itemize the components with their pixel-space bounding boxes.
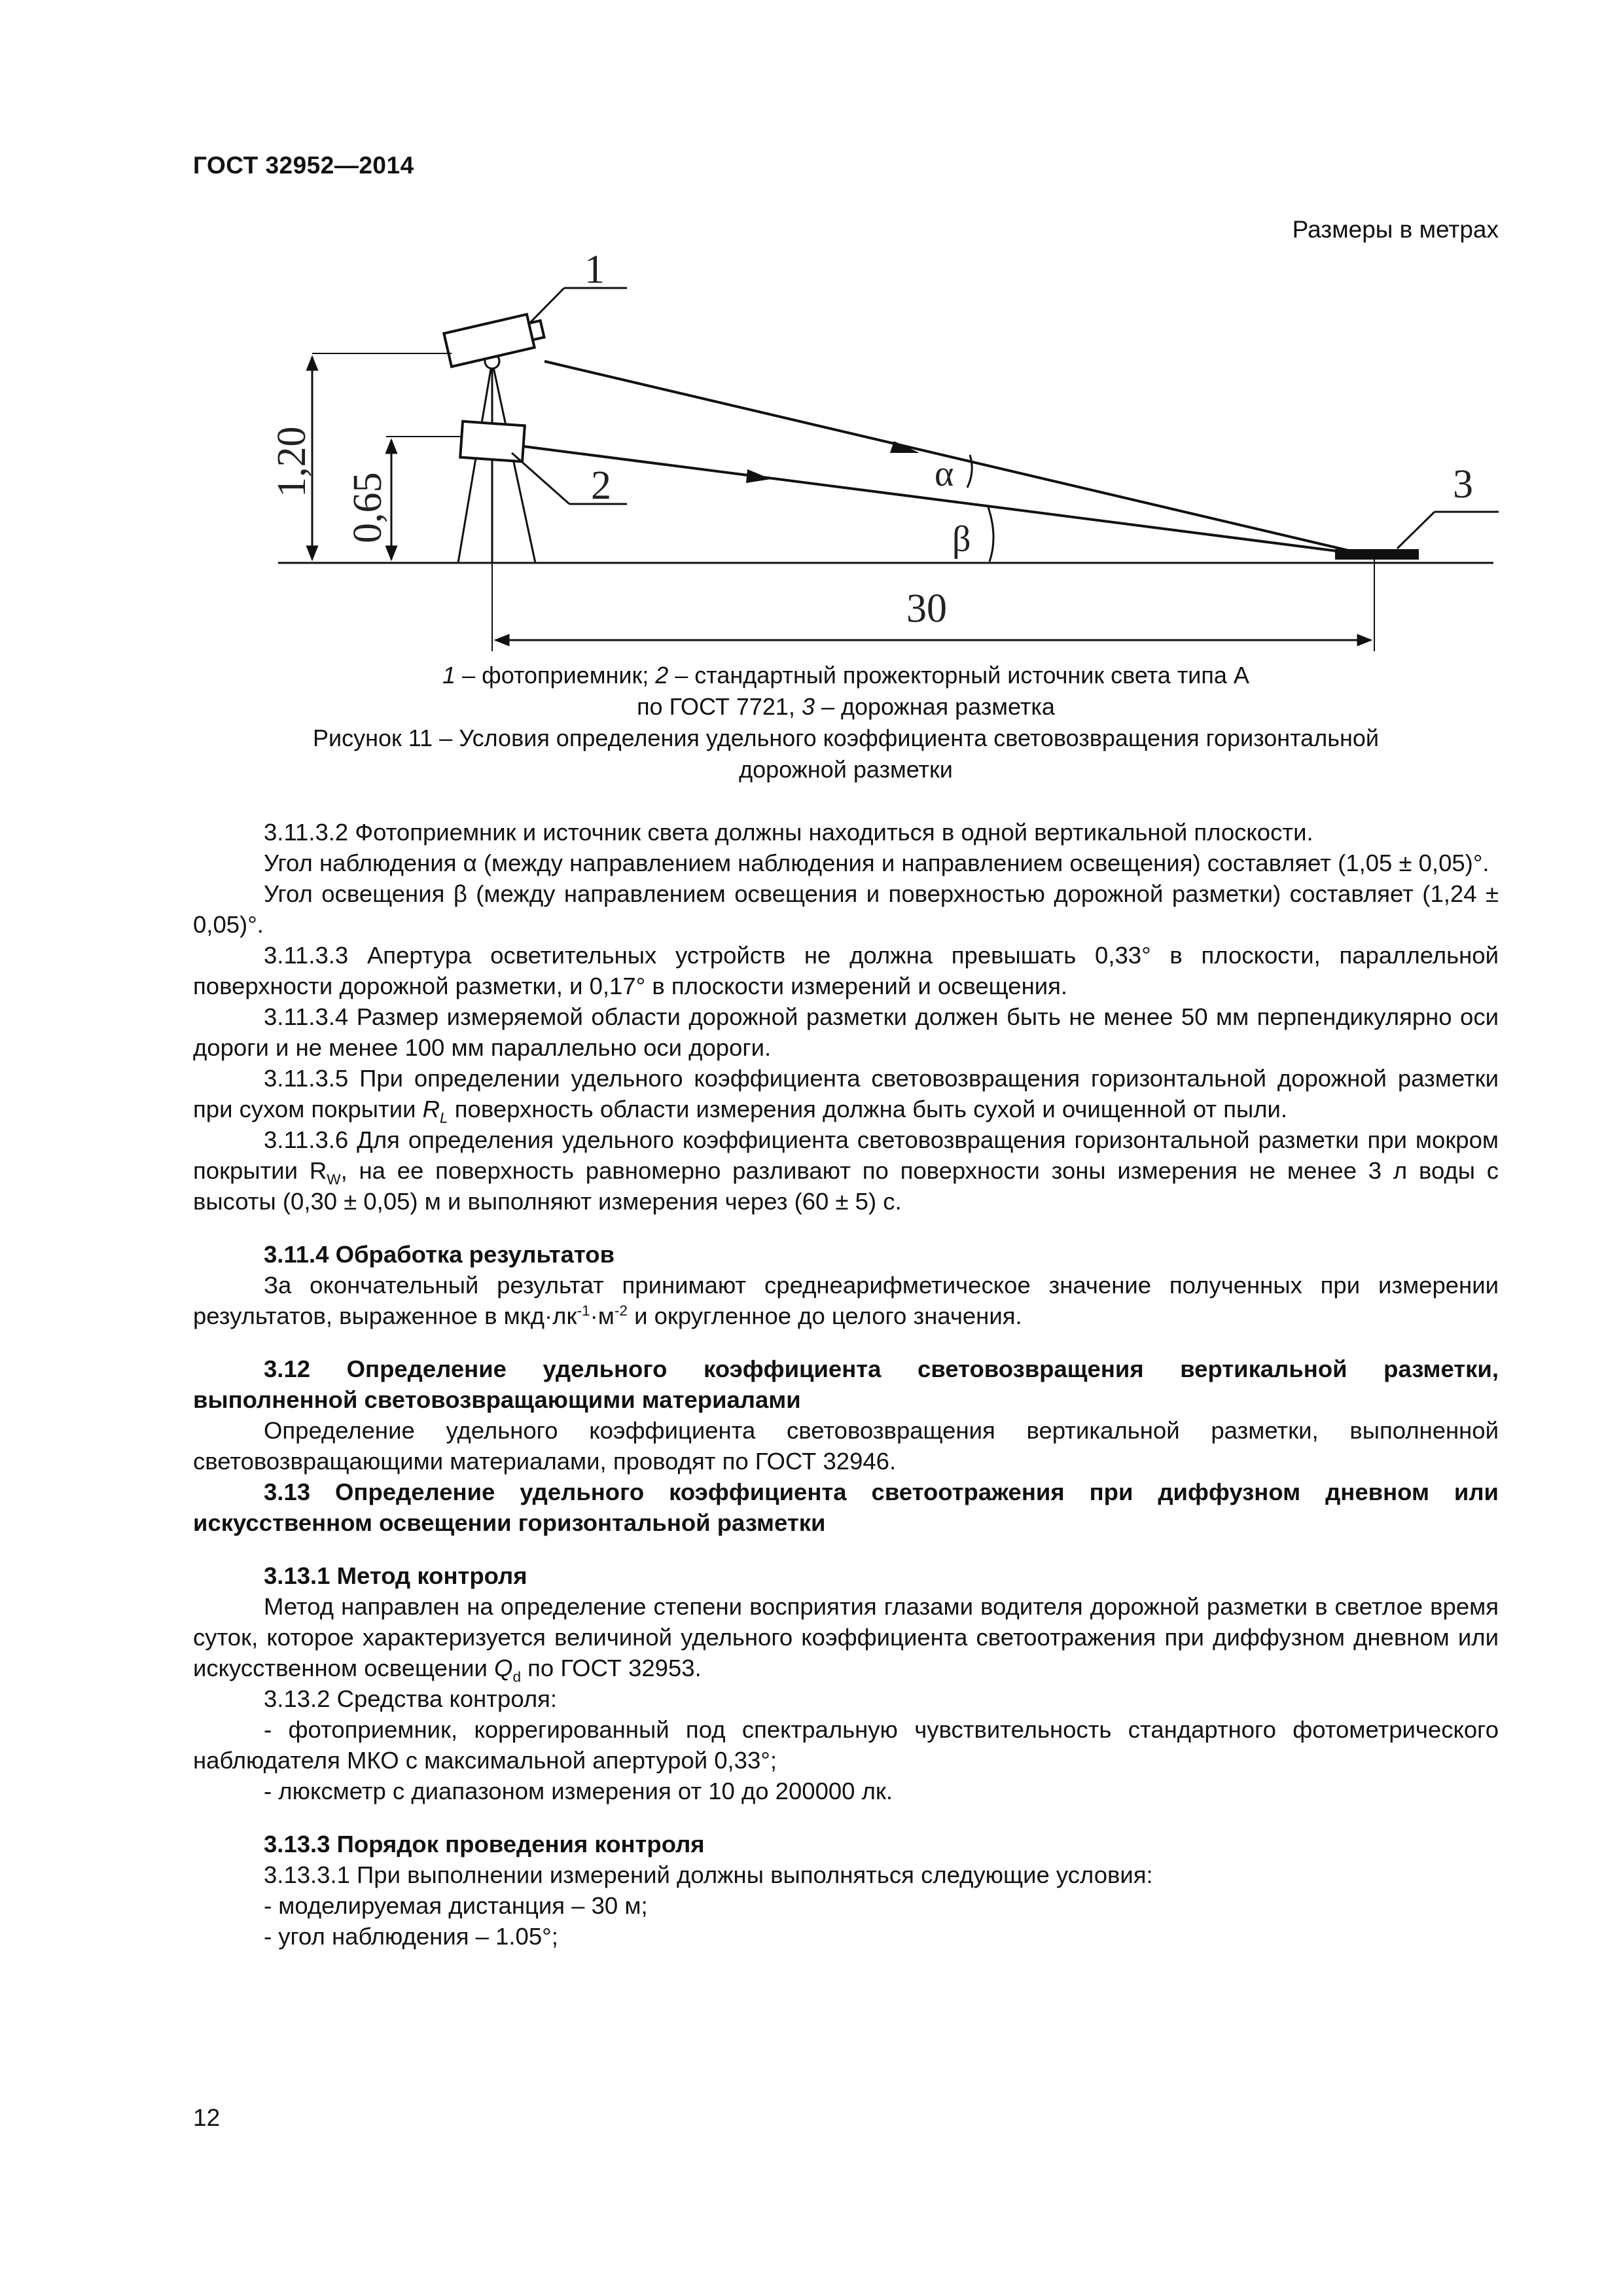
tripod-leg	[458, 361, 492, 563]
para-3-11-3-3: 3.11.3.3 Апертура осветительных устройств не должна превышать 0,33° в плоскости, параллельной поверхности дорожной разметки, и 0,17° в плоскости измерений и освещения.	[193, 942, 1499, 999]
label-2: 2	[591, 463, 611, 508]
para-observation-angle: Угол наблюдения α (между направлением наблюдения и направлением освещения) составляет (1,05 ± 0,05)°.	[264, 850, 1489, 876]
label-height-1-20: 1,20	[270, 426, 314, 497]
label-3: 3	[1453, 462, 1473, 507]
heading-3-12-line-2: выполненной световозвращающими материалами	[193, 1386, 801, 1413]
road-marking	[1335, 549, 1419, 560]
heading-3-11-4: 3.11.4 Обработка результатов	[264, 1241, 615, 1268]
observation-arrow	[890, 441, 919, 453]
para-3-11-3-5: 3.11.3.5 При определении удельного коэффициента световозвращения горизонтальной дорожной разметки при сухом покрытии $R_L$ поверхность области измерения должна быть сухой и очищенной от пыли.	[193, 1065, 1499, 1126]
page-number: 12	[193, 2104, 221, 2131]
doc-header: ГОСТ 32952—2014	[193, 152, 414, 179]
list-item-luxmeter: - люксметр с диапазоном измерения от 10 до 200000 лк.	[264, 1778, 893, 1804]
list-item-photoreceiver: - фотоприемник, коррегированный под спектральную чувствительность стандартного фотометрического наблюдателя МКО с максимальной апертурой 0,33°;	[193, 1716, 1499, 1774]
para-3-11-3-6: 3.11.3.6 Для определения удельного коэффициента световозвращения горизонтальной разметки при мокром покрытии $R_W$, на ее поверхность равномерно разливают по поверхности зоны измерения не менее 3 л воды с высоты (0,30 ± 0,05) м и выполняют измерения через (60 ± 5) с.	[193, 1126, 1499, 1215]
figure-caption	[193, 660, 1499, 785]
illumination-arrow	[746, 469, 771, 483]
para-illumination-angle: Угол освещения β (между направлением освещения и поверхностью дорожной разметки) составляет (1,24 ± 0,05)°.	[193, 880, 1499, 938]
caption-legend-line-1: 1 – фотоприемник; 2 – стандартный прожекторный источник света типа А	[442, 662, 1249, 689]
heading-3-13: 3.13 Определение удельного коэффициента светоотражения при диффузном дневном или искусственном освещении горизонтальной разметки	[193, 1479, 1499, 1536]
label-height-0-65: 0,65	[346, 472, 390, 543]
list-item-distance: - моделируемая дистанция – 30 м;	[264, 1892, 648, 1919]
para-3-11-3-4: 3.11.3.4 Размер измеряемой области дорожной разметки должен быть не менее 50 мм перпендикулярно оси дороги и не менее 100 мм параллельно оси дороги.	[193, 1003, 1499, 1061]
beta-arc	[988, 507, 993, 562]
caption-title-line-1: Рисунок 11 – Условия определения удельного коэффициента световозвращения горизонтальной	[313, 725, 1379, 751]
label-alpha: α	[935, 454, 954, 494]
caption-legend-line-2: по ГОСТ 7721, 3 – дорожная разметка	[637, 693, 1055, 720]
heading-3-12-line-1: 3.12 Определение удельного коэффициента световозвращения вертикальной разметки,	[264, 1355, 1499, 1382]
heading-3-13-2: 3.13.2 Средства контроля:	[264, 1685, 558, 1712]
figure-11-diagram	[0, 249, 1623, 668]
para-3-13-1: Метод направлен на определение степени восприятия глазами водителя дорожной разметки в светлое время суток, которое характеризуется величиной удельного коэффициента светоотражения при диффузном дневном или искусственном освещении $Q_d$ по ГОСТ 32953.	[193, 1593, 1499, 1685]
list-item-observation-angle: - угол наблюдения – 1.05°;	[264, 1923, 558, 1950]
para-3-11-3-2: 3.11.3.2 Фотоприемник и источник света должны находиться в одной вертикальной плоскости.	[264, 819, 1313, 846]
heading-3-13-1: 3.13.1 Метод контроля	[264, 1562, 527, 1589]
label-beta: β	[952, 519, 971, 560]
para-3-11-4: За окончательный результат принимают среднеарифметическое значение полученных при измерении результатов, выраженное в $мкд\cdot лк^{-1}\cdot м^{-2}$ и округленное до целого значения.	[193, 1272, 1499, 1329]
label-1: 1	[584, 249, 605, 292]
caption-title-line-2: дорожной разметки	[739, 756, 953, 783]
para-3-12: Определение удельного коэффициента световозвращения вертикальной разметки, выполненной световозвращающими материалами, проводят по ГОСТ 32946.	[193, 1417, 1499, 1475]
label-distance-30: 30	[906, 586, 947, 631]
dimensions-note: Размеры в метрах	[1292, 216, 1499, 243]
heading-3-13-3: 3.13.3 Порядок проведения контроля	[264, 1831, 705, 1857]
para-3-13-3-1: 3.13.3.1 При выполнении измерений должны выполняться следующие условия:	[264, 1861, 1153, 1888]
body-text	[193, 817, 1499, 1952]
